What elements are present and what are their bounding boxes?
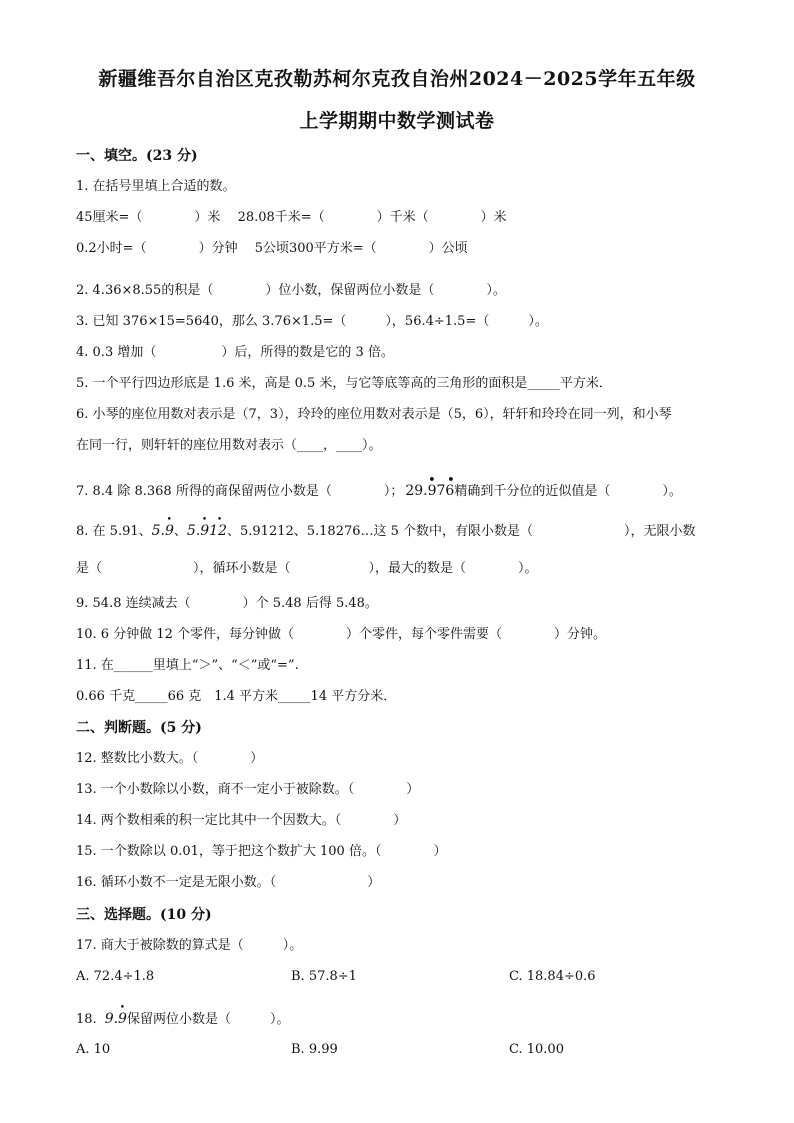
question-15: 15. 一个数除以 0.01，等于把这个数扩大 100 倍。（ ） xyxy=(76,844,447,859)
repeat-dot-icon: • xyxy=(447,473,455,486)
question-8-text-a: 8. 在 5.91、 xyxy=(76,524,152,539)
question-18-text: 保留两位小数是（ ）。 xyxy=(126,1012,290,1027)
section-heading-fill-in: 一、填空。(23 分) xyxy=(76,148,198,164)
question-7-text-a: 7. 8.4 除 8.368 所得的商保留两位小数是（ ）； xyxy=(76,484,404,499)
repeating-decimal-value: 5.912 xyxy=(186,523,227,539)
question-18-option-c: C. 10.00 xyxy=(509,1042,564,1057)
question-11: 11. 在______里填上“＞”、“＜”或“=”. xyxy=(76,658,299,673)
question-17-option-b: B. 57.8÷1 xyxy=(291,969,357,984)
repeating-decimal-value: 29.976 xyxy=(405,483,455,499)
repeating-decimal-29976 xyxy=(405,473,455,500)
question-18-number: 18. xyxy=(76,1012,97,1027)
repeat-dot-icon: • xyxy=(216,515,223,525)
question-8 xyxy=(76,515,696,541)
question-7 xyxy=(76,473,682,501)
repeat-dot-icon: • xyxy=(428,473,436,486)
question-14: 14. 两个数相乘的积一定比其中一个因数大。（ ） xyxy=(76,813,407,828)
question-8-text-b: 、5.91212、5.18276…这 5 个数中，有限小数是（ ），无限小数 xyxy=(227,524,696,539)
question-11-items: 0.66 千克_____66 克 1.4 平方米_____14 平方分米． xyxy=(76,689,397,704)
question-2: 2. 4.36×8.55的积是（ ）位小数，保留两位小数是（ ）。 xyxy=(76,283,506,298)
question-18-option-a: A. 10 xyxy=(76,1042,111,1057)
repeating-decimal-9-9 xyxy=(104,1003,127,1028)
question-3: 3. 已知 376×15=5640，那么 3.76×1.5=（ ），56.4÷1.5=（ ）。 xyxy=(76,314,548,329)
question-8-line-2: 是（ ），循环小数是（ ），最大的数是（ ）。 xyxy=(76,561,538,576)
question-18 xyxy=(76,1003,290,1029)
question-17-option-a: A. 72.4÷1.8 xyxy=(76,969,155,984)
question-8-separator: 、 xyxy=(173,524,187,539)
section-heading-true-false: 二、判断题。(5 分) xyxy=(76,720,202,736)
repeat-dot-icon: • xyxy=(119,1003,125,1013)
question-12: 12. 整数比小数大。（ ） xyxy=(76,751,264,766)
question-5: 5. 一个平行四边形底是 1.6 米，高是 0.5 米，与它等底等高的三角形的面积是_____平方米． xyxy=(76,376,612,391)
exam-title-line-1: 新疆维吾尔自治区克孜勒苏柯尔克孜自治州2024－2025学年五年级 xyxy=(98,68,696,90)
question-1-row-b: 0.2小时=（ ）分钟 5公顷300平方米=（ ）公顷 xyxy=(76,241,468,256)
question-18-option-b: B. 9.99 xyxy=(291,1042,338,1057)
question-13: 13. 一个小数除以小数，商不一定小于被除数。（ ） xyxy=(76,782,420,797)
question-6-line-2: 在同一行，则轩轩的座位用数对表示（____，____）。 xyxy=(76,438,382,453)
question-4: 4. 0.3 增加（ ）后，所得的数是它的 3 倍。 xyxy=(76,345,394,360)
repeating-decimal-5-9 xyxy=(151,515,174,540)
question-1-row-a: 45厘米=（ ）米 28.08千米=（ ）千米（ ）米 xyxy=(76,210,507,225)
repeating-decimal-value: 9.9 xyxy=(104,1011,127,1027)
repeating-decimal-5-912 xyxy=(186,515,227,540)
question-17: 17. 商大于被除数的算式是（ ）。 xyxy=(76,938,303,953)
exam-title-line-2: 上学期期中数学测试卷 xyxy=(299,110,495,132)
question-16: 16. 循环小数不一定是无限小数。（ ） xyxy=(76,875,381,890)
question-9: 9. 54.8 连续减去（ ）个 5.48 后得 5.48。 xyxy=(76,596,378,611)
section-heading-multiple-choice: 三、选择题。(10 分) xyxy=(76,907,212,923)
question-10: 10. 6 分钟做 12 个零件，每分钟做（ ）个零件，每个零件需要（ ）分钟。 xyxy=(76,627,607,642)
question-17-option-c: C. 18.84÷0.6 xyxy=(509,969,596,984)
repeat-dot-icon: • xyxy=(166,515,172,525)
repeat-dot-icon: • xyxy=(201,515,208,525)
question-7-text-b: 精确到千分位的近似值是（ ）。 xyxy=(454,484,682,499)
question-1: 1. 在括号里填上合适的数。 xyxy=(76,179,236,194)
repeating-decimal-value: 5.9 xyxy=(151,523,174,539)
question-6-line-1: 6. 小琴的座位用数对表示是（7，3），玲玲的座位用数对表示是（5，6），轩轩和玲玲在同一列，和小琴 xyxy=(76,407,672,422)
